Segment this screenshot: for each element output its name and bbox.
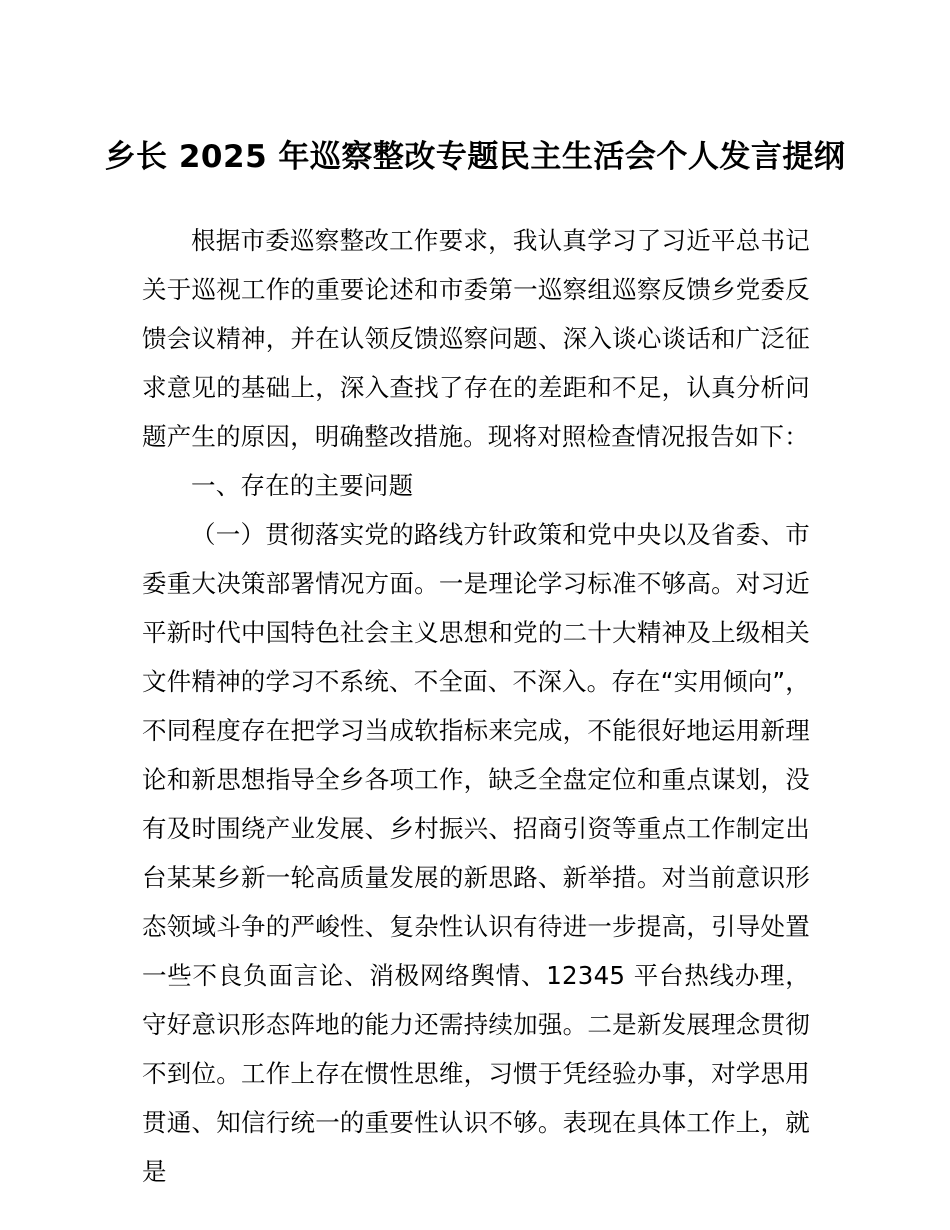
section-heading: 一、存在的主要问题 xyxy=(191,471,414,500)
intro-paragraph: 根据市委巡察整改工作要求，我认真学习了习近平总书记关于巡视工作的重要论述和市委第一巡察组巡察反馈乡党委反馈会议精神，并在认领反馈巡察问题、深入谈心谈话和广泛征求意见的基础上，深入查找了存在的差距和不足，认真分析问题产生的原因，明确整改措施。现将对照检查情况报告如下： xyxy=(142,226,810,451)
document-body xyxy=(142,216,810,1196)
document-title: 乡长 2025 年巡察整改专题民主生活会个人发言提纲 xyxy=(104,138,846,175)
subsection-paragraph: （一）贯彻落实党的路线方针政策和党中央以及省委、市委重大决策部署情况方面。一是理论学习标准不够高。对习近平新时代中国特色社会主义思想和党的二十大精神及上级相关文件精神的学习不系统、不全面、不深入。存在“实用倾向”，不同程度存在把学习当成软指标来完成，不能很好地运用新理论和新思想指导全乡各项工作，缺乏全盘定位和重点谋划，没有及时围绕产业发展、乡村振兴、招商引资等重点工作制定出台某某乡新一轮高质量发展的新思路、新举措。对当前意识形态领域斗争的严峻性、复杂性认识有待进一步提高，引导处置一些不良负面言论、消极网络舆情、12345 平台热线办理，守好意识形态阵地的能力还需持续加强。二是新发展理念贯彻不到位。工作上存在惯性思维，习惯于凭经验办事，对学思用贯通、知信行统一的重要性认识不够。表现在具体工作上，就是 xyxy=(142,520,810,1186)
